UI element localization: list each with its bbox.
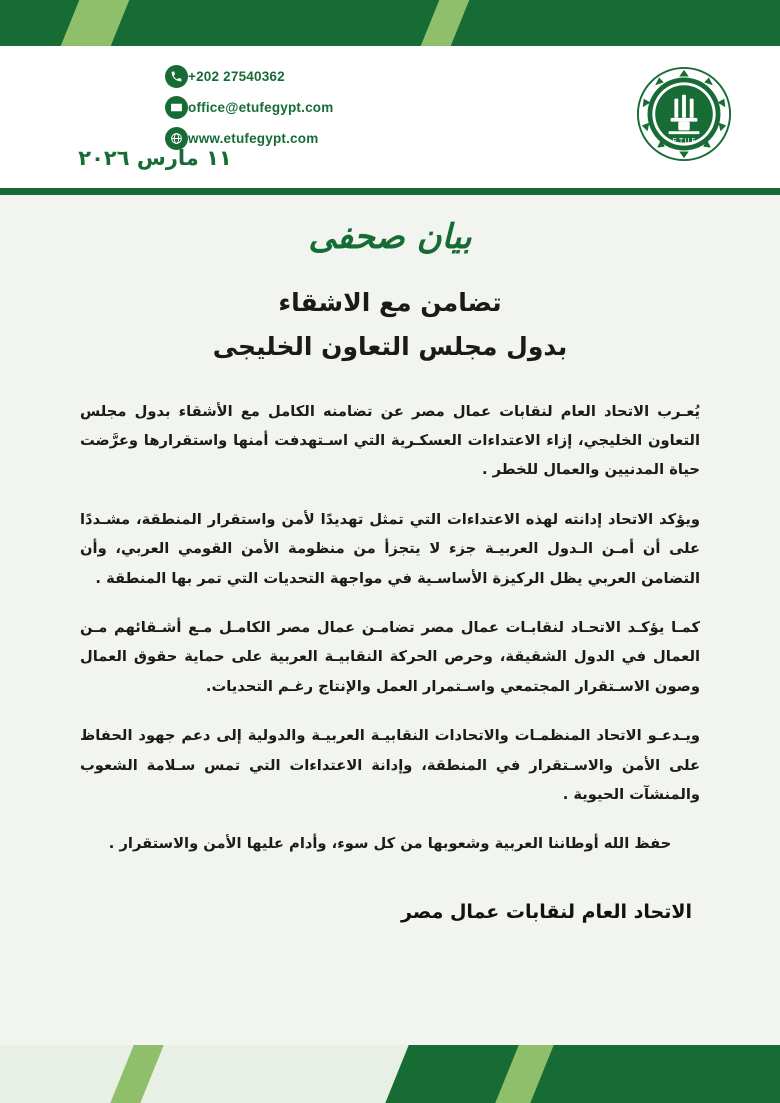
document-header: [0, 46, 780, 188]
page-title: [0, 281, 780, 369]
paragraph-4: ويـدعـو الاتحاد المنظمـات والاتحادات النقابيـة العربيـة والدولية إلى دعم جهود الحفاظ على الأمن والاسـتقرار في المنطقة، وإدانة الاعتداءات التي تمس سـلامة الشعوب والمنشآت الحيوية .: [80, 727, 700, 803]
contact-email: [165, 95, 380, 119]
headline-line-1: تضامن مع الاشقاء: [278, 288, 502, 317]
phone-icon: [165, 65, 188, 88]
paragraph-3: كمـا يؤكـد الاتحـاد لنقابـات عمال مصر تضامـن عمال مصر الكامـل مـع أشـقائهم مـن العمال في الدول الشقيقة، وحرص الحركة النقابيـة العربية على حماية حقوق العمال وصون الاسـتقرار المجتمعي واسـتمرار العمل والإنتاج رغـم التحديات.: [80, 618, 700, 695]
contact-phone: [165, 64, 380, 88]
document-body: [0, 195, 780, 1045]
header-divider: [0, 188, 780, 195]
contact-list: [40, 64, 380, 157]
footer-slab-pale-2: [134, 1045, 416, 1103]
contact-website-text: www.etufegypt.com: [188, 130, 319, 146]
bottom-decorative-band: [0, 1045, 780, 1103]
contact-email-text: office@etufegypt.com: [188, 99, 334, 115]
closing-line: حفظ الله أوطاننا العربية وشعوبها من كل سوء، وأدام عليها الأمن والاستقرار .: [108, 835, 672, 853]
paragraph-2: ويؤكد الاتحاد إدانته لهذه الاعتداءات التي تمثل تهديدًا لأمن واستقرار المنطقة، مشـددًا على أن أمـن الـدول العربيـة جزء لا يتجزأ من منظومة الأمن القومي العربي، وأن التضامن العربي يظل الركيزة الأساسـية في مواجهة التحديات التي تمر بها المنطقة .: [80, 510, 700, 587]
etuf-logo: [636, 66, 732, 162]
publication-date: ١١ مارس ٢٠٢٦: [78, 146, 232, 170]
contact-phone-text: +202 27540362: [188, 68, 285, 84]
email-icon: [165, 96, 188, 119]
signature-line: الاتحاد العام لنقابات عمال مصر: [401, 900, 692, 923]
body-content: [80, 397, 700, 923]
svg-text:E.T.U.F: E.T.U.F: [672, 136, 696, 145]
band-slab-dark-2: [107, 0, 454, 46]
headline-line-2: بدول مجلس التعاون الخليجى: [212, 331, 568, 361]
footer-slab-dark-2: [524, 1045, 780, 1103]
paragraph-1: يُعـرب الاتحاد العام لنقابات عمال مصر عن تضامنه الكامل مع الأشقاء بدول مجلس التعاون الخليجي، إزاء الاعتداءات العسكـرية التي اسـتهدفت أمنها واستقرارها وعرَّضت حياة المدنيين والعمال للخطر .: [80, 402, 700, 479]
press-release-kicker: بيان صحفى: [308, 217, 472, 257]
band-slab-dark-3: [447, 0, 780, 46]
top-decorative-band: [0, 0, 780, 46]
